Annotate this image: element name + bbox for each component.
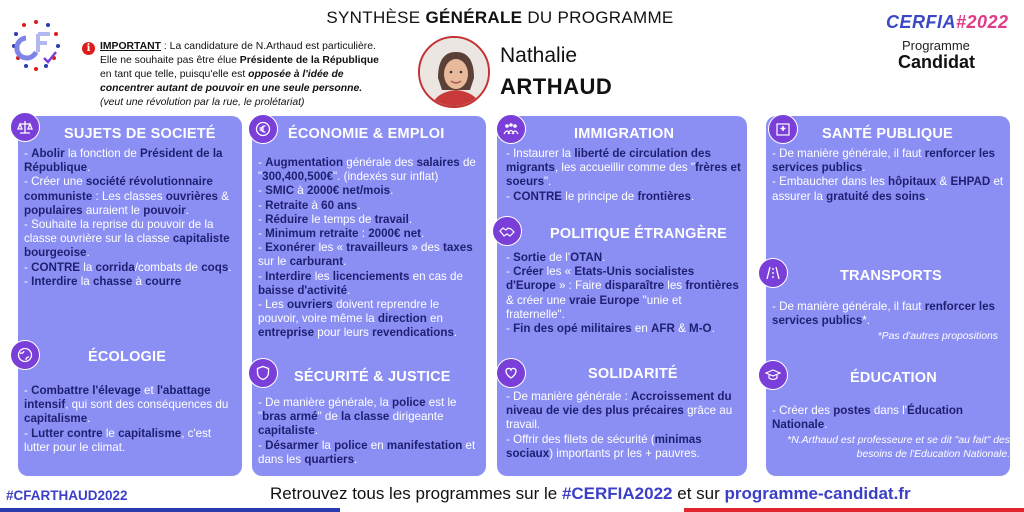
section-title-education: ÉDUCATION (850, 370, 937, 386)
euro-coin-icon (248, 114, 278, 144)
section-text-solidarite (506, 390, 744, 461)
bullet-item: - De manière générale, il faut renforcer les services publics*. (772, 300, 995, 328)
candidate-last-name: ARTHAUD (500, 74, 613, 99)
bullet-item: - CONTRE le principe de frontières. (506, 189, 695, 203)
bullet-item: - Minimum retraite : 2000€ net. (258, 227, 425, 241)
justice-scale-icon (10, 112, 40, 142)
section-title-ecologie: ÉCOLOGIE (88, 349, 167, 365)
cerfia-logo (8, 8, 64, 80)
bullet-item: - Créer les « Etats-Unis socialistes d'Europe » : Faire disparaître les frontières & créer une vraie Europe "unie et fraternelle". (506, 265, 739, 321)
footer-site-link[interactable]: programme-candidat.fr (724, 484, 911, 503)
bullet-item: - Exonérer les « travailleurs » des taxes sur le carburant. (258, 241, 473, 269)
programme-label: Programme (902, 38, 970, 53)
globe-icon (10, 340, 40, 370)
section-text-societe (24, 147, 238, 289)
bullet-item: - Retraite à 60 ans. (258, 198, 361, 212)
bullet-item: - Combattre l'élevage et l'abattage intensif, qui sont des conséquences du capitalisme. (24, 384, 229, 426)
candidate-portrait (418, 36, 490, 108)
bullet-item: - Lutter contre le capitalisme, c'est lutter pour le climat. (24, 426, 212, 454)
section-title-solidarite: SOLIDARITÉ (588, 366, 678, 382)
section-text-economie (258, 156, 482, 341)
heart-hand-icon (496, 358, 526, 388)
graduation-cap-icon (758, 360, 788, 390)
footer-text: Retrouvez tous les programmes sur le #CERFIA2022 et sur programme-candidat.fr (270, 484, 911, 503)
brand-logo: CERFIA#2022 (886, 12, 1009, 32)
section-text-ecologie (24, 384, 238, 455)
education-note: *N.Arthaud est professeure et se dit "au fait" des besoins de l'Education Nationale. (787, 435, 1010, 461)
section-title-immigration: IMMIGRATION (574, 126, 675, 142)
section-title-politique: POLITIQUE ÉTRANGÈRE (550, 226, 728, 242)
section-title-transports: TRANSPORTS (840, 268, 942, 284)
people-group-icon (496, 114, 526, 144)
bullet-item: - Réduire le temps de travail. (258, 212, 413, 226)
bullet-item: - Créer des postes dans l'Éducation Nationale. (772, 404, 964, 432)
section-title-societe: SUJETS DE SOCIETÉ (64, 126, 216, 142)
important-notice: i IMPORTANT : La candidature de N.Arthaud est particulière. Elle ne souhaite pas être élue Présidente de la République en tant que telle, puisqu'elle est opposée à l'idée de concentrer autant de pouvoir en une seule personne. (veut une révolution par la rue, le prolétariat) (84, 40, 414, 110)
bullet-item: - SMIC à 2000€ net/mois. (258, 184, 394, 198)
bullet-item: - Embaucher dans les hôpitaux & EHPAD et assurer la gratuité des soins. (772, 175, 1004, 203)
bullet-item: - Les ouvriers doivent reprendre le pouvoir, voire même la direction en entreprise pour leurs revendications. (258, 298, 458, 340)
candidate-hashtag: #CFARTHAUD2022 (6, 488, 128, 503)
section-title-economie: ÉCONOMIE & EMPLOI (288, 126, 445, 142)
bullet-item: - De manière générale, il faut renforcer les services publics. (772, 147, 995, 175)
transports-note: *Pas d'autres propositions (877, 331, 998, 342)
section-text-immigration (506, 147, 742, 204)
bullet-item: - CONTRE la corrida/combats de coqs. (24, 260, 232, 274)
section-text-education (772, 404, 1006, 432)
candidate-first-name: Nathalie (500, 44, 578, 67)
bullet-item: - Abolir la fonction de Président de la République. (24, 147, 223, 175)
bullet-item: - Interdire les licenciements en cas de baisse d'activité. (258, 269, 463, 297)
flag-bar-blue (0, 508, 340, 512)
hospital-icon (768, 114, 798, 144)
handshake-icon (492, 216, 522, 246)
bullet-item: - De manière générale : Accroissement du niveau de vie des plus précaires grâce au travail. (506, 390, 733, 432)
bullet-item: - Instaurer la liberté de circulation des migrants, les accueillir comme des "frères et soeurs". (506, 147, 741, 189)
bullet-item: - De manière générale, la police est le "bras armé" de la classe dirigeante capitaliste. (258, 396, 457, 438)
bullet-item: - Sortie de l'OTAN. (506, 251, 606, 264)
page-title: SYNTHÈSE GÉNÉRALE DU PROGRAMME (326, 8, 674, 27)
candidat-label: Candidat (898, 52, 976, 72)
bullet-item: - Désarmer la police en manifestation et dans les quartiers. (258, 438, 476, 466)
bullet-item: - Souhaite la reprise du pouvoir de la classe ouvrière sur la classe capitaliste bourgeoise. (24, 218, 230, 260)
bullet-item: - Créer une société révolutionnaire communiste : Les classes ouvrières & populaires auraient le pouvoir. (24, 175, 229, 217)
road-icon (758, 258, 788, 288)
bullet-item: - Interdire la chasse à courre (24, 274, 182, 288)
section-title-sante: SANTÉ PUBLIQUE (822, 126, 953, 142)
flag-bar-red (684, 508, 1024, 512)
section-title-securite: SÉCURITÉ & JUSTICE (294, 369, 451, 385)
shield-icon (248, 358, 278, 388)
section-text-securite (258, 396, 482, 467)
section-text-politique (506, 251, 742, 336)
bullet-item: - Offrir des filets de sécurité (minimas sociaux) importants pr les + pauvres. (506, 432, 702, 460)
info-icon: i (82, 42, 95, 55)
bullet-item: - Augmentation générale des salaires de "300,400,500€". (indexés sur inflat) (258, 156, 476, 184)
bullet-item: - Fin des opé militaires en AFR & M-O. (506, 322, 715, 336)
section-text-sante (772, 147, 1006, 204)
section-text-transports (772, 300, 1006, 328)
